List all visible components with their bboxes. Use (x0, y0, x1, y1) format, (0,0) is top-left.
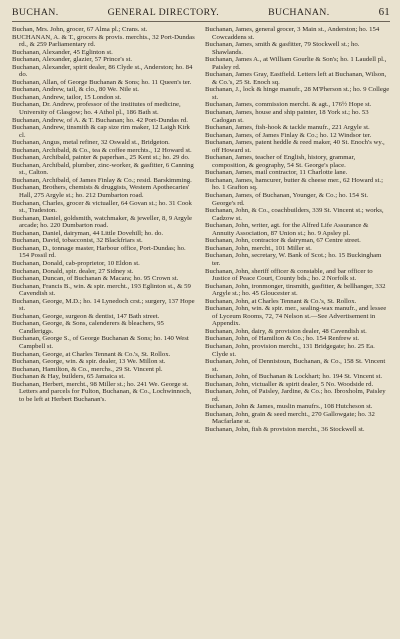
directory-entry: Buchanan, John, mercht., 101 Miller st. (205, 244, 312, 252)
directory-entry: Buchanan, Allan, of George Buchanan & Sons; ho. 11 Queen's ter. (12, 78, 192, 86)
directory-entry: Buchanan, George S., of George Buchanan & Sons; ho. 140 West Campbell st. (12, 335, 189, 350)
directory-entry: Buchanan, Charles, grocer & victualler, 64 Govan st.; ho. 31 Cook st., Tradeston. (12, 199, 192, 215)
directory-entry: Buchanan, James, commission mercht. & agt., 176½ Hope st. (205, 101, 372, 109)
directory-entry: Buchanan, John, secretary, W. Bank of Scot.; ho. 15 Buckingham ter. (205, 252, 382, 267)
directory-entry: Buchanan, John, of Buchanan & Lockhart; ho. 194 St. Vincent st. (205, 373, 383, 381)
directory-entry: Buchanan, George, & Sons, calenderers & bleachers, 95 Candleriggs. (12, 320, 164, 335)
page-number: 61 (378, 6, 390, 18)
directory-entry: Buchanan, Angus, metal refiner, 32 Oswald st., Bridgeton. (12, 139, 170, 147)
directory-entry: Buchanan, Andrew, tinsmith & cap size rim maker, 12 Laigh Kirk cl. (12, 124, 190, 139)
directory-entry: Buchanan, John, at Charles Tennant & Co.'s, St. Rollox. (205, 297, 357, 305)
directory-entry: Buchanan, John, writer, agt. for the Alfred Life Assurance & Annuity Association, 87 Union st.; ho. 9 Apsley pl. (205, 222, 369, 237)
header-right: BUCHANAN. (268, 7, 330, 18)
directory-entry: Buchanan, Donald, cab-proprietor, 10 Eldon st. (12, 259, 140, 267)
directory-entry: Buchanan, John, contractor & dairyman, 67 Centre street. (205, 237, 361, 245)
directory-entry: Buchanan, James, smith & gasfitter, 79 Stockwell st.; ho. Shawlands. (205, 41, 360, 56)
directory-entry: Buchanan, Andrew, tailor, 15 London st. (12, 93, 122, 101)
directory-entry: Buchanan & Hay, builders, 65 Jamaica st. (12, 373, 125, 381)
directory-entry: Buchanan, Daniel, dairyman, 44 Little Dovehill; ho. do. (12, 229, 164, 237)
left-column (12, 26, 197, 434)
directory-entry: Buchanan, John, provision mercht., 131 Bridgegate; ho. 25 Ea. Clyde st. (205, 342, 375, 358)
directory-entry: Buchanan, John, of Paisley, Jardine, & Co.; ho. Ibroxholm, Paisley rd. (205, 388, 386, 403)
directory-entry: Buchanan, Herbert, mercht., 98 Miller st.; ho. 241 We. George st. Letters and parcels for Fulton, Buchanan, & Co., Lochwinnoch, to be left at Herbert Buchanan's. (12, 380, 192, 403)
directory-entry: Buchanan, James, house and ship painter, 18 York st.; ho. 53 Cadogan st. (205, 109, 369, 124)
directory-entry: Buchanan, Archibald, painter & paperhan., 25 Kent st.; ho. 29 do. (12, 154, 190, 162)
directory-entry: Buchanan, Archibald, of James Finlay & Co.; resid. Barskimming. (12, 176, 192, 184)
directory-entry: Buchanan, John, of Hamilton & Co.; ho. 154 Renfrew st. (205, 335, 360, 343)
directory-entry: BUCHANAN, A. & T., grocers & provis. merchts., 32 Port-Dundas rd., & 259 Parliamentary rd. (12, 33, 195, 49)
directory-entry: Buchanan, John, ironmonger, tinsmith, gasfitter, & bellhanger, 332 Argyle st.; ho. 45 Gloucester st. (205, 282, 386, 298)
directory-entry: Buchanan, Daniel, goldsmith, watchmaker, & jeweller, 8, 9 Argyle arcade; ho. 220 Dumbarton road. (12, 214, 193, 230)
directory-entry: Buchanan, John, sheriff officer & constable, and bar officer to Justice of Peace Court, County bds.; ho. 2 Norfolk st. (205, 267, 373, 283)
directory-entry: Buchanan, James, hamcurer, butter & cheese mer., 62 Howard st.; ho. 1 Grafton sq. (205, 176, 383, 192)
directory-entry: Buchan, Mrs. John, grocer, 67 Alma pl.; Crans. st. (12, 26, 148, 33)
directory-entry: Buchanan, Andrew, of A. & T. Buchanan; ho. 42 Port-Dundas rd. (12, 116, 188, 124)
directory-entry: Buchanan, Francis B., win. & spir. mercht., 193 Eglinton st., & 59 Cavendish st. (12, 282, 191, 298)
directory-entry: Buchanan, Donald, spir. dealer, 27 Sidney st. (12, 267, 134, 275)
directory-entry: Buchanan, John & James, muslin manufrs., 108 Hutcheson st. (205, 403, 373, 411)
directory-entry: Buchanan, Andrew, tail, & clo., 80 We. Nile st. (12, 86, 139, 94)
directory-entry: Buchanan, James, general grocer, 3 Main st., Anderston; ho. 154 Cowcaddens st. (205, 26, 380, 41)
directory-entry: Buchanan, George, win. & spir. dealer, 13 We. Millon st. (12, 358, 166, 366)
directory-entry: Buchanan, James, patent heddle & reed maker, 40 St. Enoch's wy., off Howard st. (205, 139, 385, 154)
directory-entry: Buchanan, Brothers, chemists & druggists, Western Apothecaries' Hall, 275 Argyle st.; ho. 212 Dumbarton road. (12, 184, 190, 200)
directory-entry: Buchanan, Archibald, & Co., tea & coffee merchts., 12 Howard st. (12, 146, 192, 154)
directory-entry: Buchanan, James, fish-hook & tackle manufr., 221 Argyle st. (205, 124, 370, 132)
directory-entry: Buchanan, George, surgeon & dentist, 147 Bath street. (12, 312, 160, 320)
directory-entry: Buchanan, J., lock & hinge manufr., 28 M'Pherson st.; ho. 9 College st. (205, 86, 390, 101)
directory-entry: Buchanan, John, of Dennistoun, Buchanan, & Co., 158 St. Vincent st. (205, 358, 386, 373)
right-column (205, 26, 390, 434)
directory-entry: Buchanan, James, teacher of English, history, grammar, composition, & geography, 54 St. George's place. (205, 154, 356, 169)
directory-entry: Buchanan, Dr. Andrew, professor of the institutes of medicine, University of Glasgow; ho. 4 Athol pl., 186 Bath st. (12, 101, 181, 117)
directory-entry: Buchanan, Hamilton, & Co., merchs., 29 St. Vincent pl. (12, 365, 163, 373)
directory-entry: Buchanan, John, fish & provision mercht., 36 Stockwell st. (205, 425, 365, 433)
directory-entry: Buchanan, John, dairy, & provision dealer, 48 Cavendish st. (205, 327, 367, 335)
directory-entry: Buchanan, George, M.D.; ho. 14 Lynedoch crst.; surgery, 137 Hope st. (12, 297, 195, 313)
directory-entry: Buchanan, Duncan, of Buchanan & Macara; ho. 95 Crown st. (12, 275, 179, 283)
columns (12, 26, 390, 434)
directory-entry: Buchanan, Archibald, plumber, zinc-worker, & gasfitter, 6 Canning st., Calton. (12, 161, 194, 177)
directory-entry: Buchanan, John, grain & seed mercht., 270 Gallowgate; ho. 32 Macfarlane st. (205, 410, 375, 426)
directory-entry: Buchanan, Alexander, spirit dealer, 86 Clyde st., Anderston; ho. 84 do. (12, 63, 193, 79)
header-left: BUCHAN. (12, 7, 59, 18)
directory-entry: Buchanan, John, & Co., coachbuilders, 339 St. Vincent st.; works, Cadzow st. (205, 207, 384, 222)
directory-entry: Buchanan, George, at Charles Tennant & Co.'s, St. Rollox. (12, 350, 171, 358)
directory-entry: Buchanan, John, win. & spir. mer., sealing-wax manufr., and lessee of Lyceum Rooms, 72, 74 Nelson st.—See Advertisement in Appendix. (205, 305, 387, 328)
directory-entry: Buchanan, James A., at William Gourlie & Son's; ho. 1 Laudell pl., Paisley rd. (205, 56, 387, 71)
directory-entry: Buchanan, John, victualler & spirit dealer, 5 No. Woodside rd. (205, 380, 374, 388)
directory-entry: Buchanan, James, of James Finlay & Co.; ho. 12 Windsor ter. (205, 131, 372, 139)
directory-entry: Buchanan, James, mail contractor, 11 Charlotte lane. (205, 169, 348, 177)
directory-entry: Buchanan, James, of Buchanan, Younger, & Co.; ho. 154 St. George's rd. (205, 192, 369, 207)
header-center: GENERAL DIRECTORY. (107, 7, 220, 18)
directory-entry: Buchanan, James Gray, Eastfield. Letters left at Buchanan, Wilson, & Co.'s, 25 St. Enoch sq. (205, 71, 387, 86)
directory-entry: Buchanan, D., tonnage master, Harbour office, Port-Dundas; ho. 154 Possil rd. (12, 244, 186, 260)
directory-entry: Buchanan, Alexander, glazier, 57 Prince's st. (12, 56, 133, 64)
directory-entry: Buchanan, Alexander, 45 Eglinton st. (12, 48, 113, 56)
directory-entry: Buchanan, David, tobacconist, 32 Blackfriars st. (12, 237, 143, 245)
running-header (12, 6, 390, 22)
